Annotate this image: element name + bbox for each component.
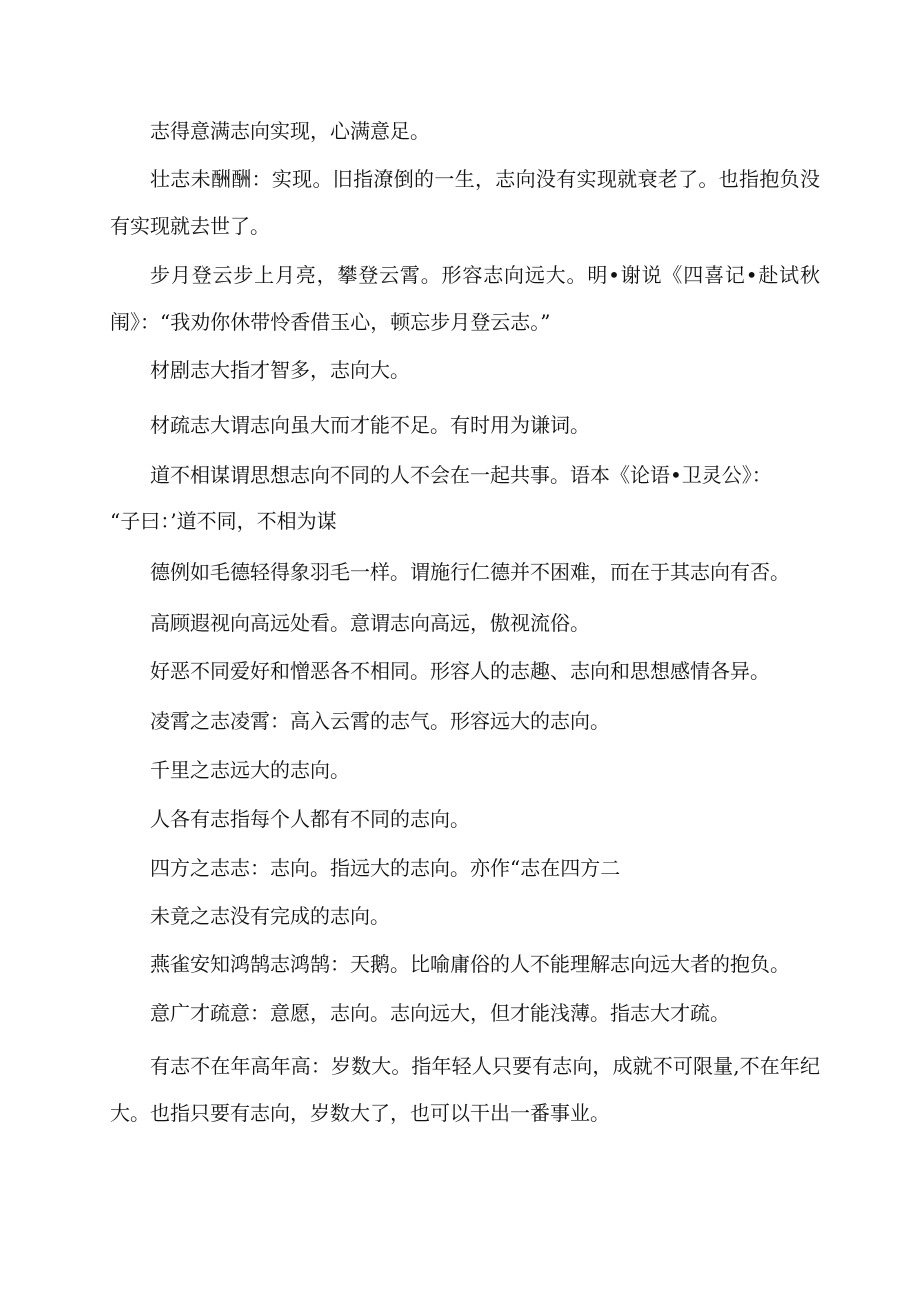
- paragraph-yan-que-an-zhi: 燕雀安知鸿鹄志鸿鹄：天鹅。比喻庸俗的人不能理解志向远大者的抱负。: [150, 952, 790, 976]
- paragraph-yi-guang-cai-shu: 意广才疏意：意愿，志向。志向远大，但才能浅薄。指志大才疏。: [150, 1001, 730, 1025]
- paragraph-de-you-ru-mao: 德例如毛德轻得象羽毛一样。谓施行仁德并不困难，而在于其志向有否。: [150, 560, 790, 584]
- paragraph-zhi-de-yi-man: 志得意满志向实现，心满意足。: [150, 119, 430, 143]
- paragraph-ling-xiao-zhi-zhi: 凌霄之志凌霄：高入云霄的志气。形容远大的志向。: [150, 709, 610, 733]
- paragraph-ren-ge-you-zhi: 人各有志指每个人都有不同的志向。: [150, 807, 470, 831]
- paragraph-wei-jing-zhi-zhi: 未竟之志没有完成的志向。: [150, 904, 390, 928]
- paragraph-cai-ju-zhi-da: 材剧志大指才智多，志向大。: [150, 358, 410, 382]
- paragraph-gao-gu-xia-shi: 高顾遐视向高远处看。意谓志向高远，傲视流俗。: [150, 611, 590, 635]
- paragraph-dao-bu-xiang-mou: 道不相谋谓思想志向不同的人不会在一起共事。语本《论语•卫灵公》：: [150, 463, 772, 487]
- paragraph-si-fang-zhi-zhi: 四方之志志：志向。指远大的志向。亦作“志在四方二: [150, 856, 621, 880]
- paragraph-cai-shu-zhi-da: 材疏志大谓志向虽大而才能不足。有时用为谦词。: [150, 413, 590, 437]
- paragraph-you-zhi-bu-zai: 有志不在年高年高：岁数大。指年轻人只要有志向，成就不可限量,不在年纪大。也指只要有志向，岁数大了，也可以干出一番事业。: [110, 1054, 820, 1125]
- paragraph-qian-li-zhi-zhi: 千里之志远大的志向。: [150, 758, 350, 782]
- paragraph-bu-yue-deng-yun: 步月登云步上月亮，攀登云霄。形容志向远大。明•谢说《四喜记•赴试秋闱》：“我劝你休带怜香借玉心，顿忘步月登云志。”: [110, 263, 820, 334]
- paragraph-hao-wu-bu-tong: 好恶不同爱好和憎恶各不相同。形容人的志趣、志向和思想感情各异。: [150, 659, 770, 683]
- paragraph-zi-yue-quote: “子曰：’道不同，不相为谋: [110, 509, 337, 533]
- paragraph-zhuang-zhi-wei-chou: 壮志未酬酬：实现。旧指潦倒的一生，志向没有实现就衰老了。也指抱负没有实现就去世了。: [110, 167, 820, 238]
